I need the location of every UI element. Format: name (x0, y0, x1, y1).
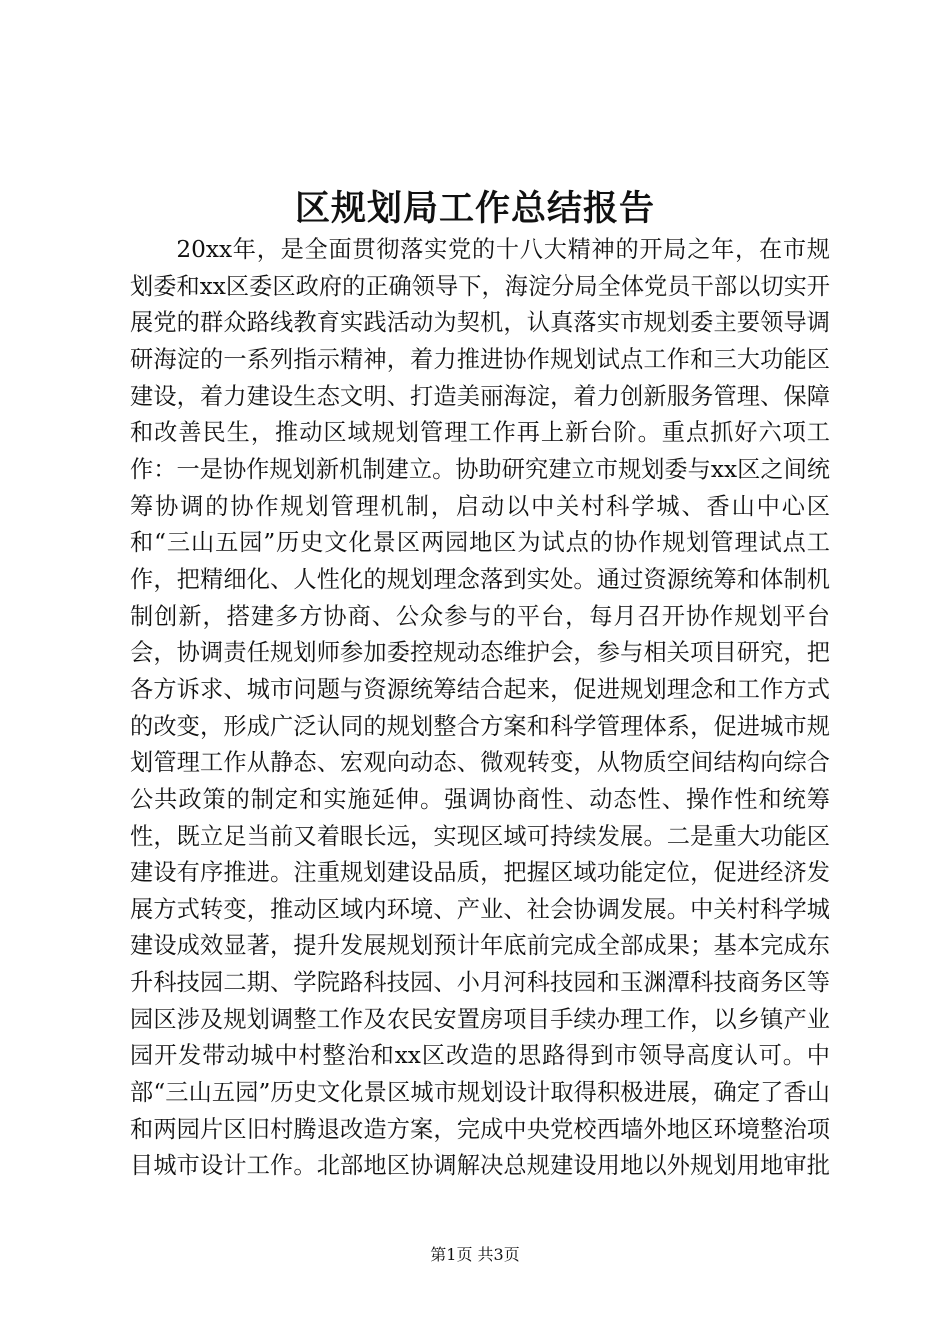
body-paragraph: 20xx年，是全面贯彻落实党的十八大精神的开局之年，在市规划委和xx区委区政府的正确领导下，海淀分局全体党员干部以切实开展党的群众路线教育实践活动为契机，认真落实市规划委主要领导调研海淀的一系列指示精神，着力推进协作规划试点工作和三大功能区建设，着力建设生态文明、打造美丽海淀，着力创新服务管理、保障和改善民生，推动区域规划管理工作再上新台阶。重点抓好六项工作：一是协作规划新机制建立。协助研究建立市规划委与xx区之间统筹协调的协作规划管理机制，启动以中关村科学城、香山中心区和“三山五园”历史文化景区两园地区为试点的协作规划管理试点工作，把精细化、人性化的规划理念落到实处。通过资源统筹和体制机制创新，搭建多方协商、公众参与的平台，每月召开协作规划平台会，协调责任规划师参加委控规动态维护会，参与相关项目研究，把各方诉求、城市问题与资源统筹结合起来，促进规划理念和工作方式的改变，形成广泛认同的规划整合方案和科学管理体系，促进城市规划管理工作从静态、宏观向动态、微观转变，从物质空间结构向综合公共政策的制定和实施延伸。强调协商性、动态性、操作性和统筹性，既立足当前又着眼长远，实现区域可持续发展。二是重大功能区建设有序推进。注重规划建设品质，把握区域功能定位，促进经济发展方式转变，推动区域内环境、产业、社会协调发展。中关村科学城建设成效显著，提升发展规划预计年底前完成全部成果；基本完成东升科技园二期、学院路科技园、小月河科技园和玉渊潭科技商务区等园区涉及规划调整工作及农民安置房项目手续办理工作，以乡镇产业园开发带动城中村整治和xx区改造的思路得到市领导高度认可。中部“三山五园”历史文化景区城市规划设计取得积极进展，确定了香山和两园片区旧村腾退改造方案，完成中央党校西墙外地区环境整治项目城市设计工作。北部地区协调解决总规建设用地以外规划用地审批 (130, 236, 830, 1180)
page-footer: 第1页 共3页 (430, 1245, 520, 1264)
document-title: 区规划局工作总结报告 (294, 189, 655, 229)
